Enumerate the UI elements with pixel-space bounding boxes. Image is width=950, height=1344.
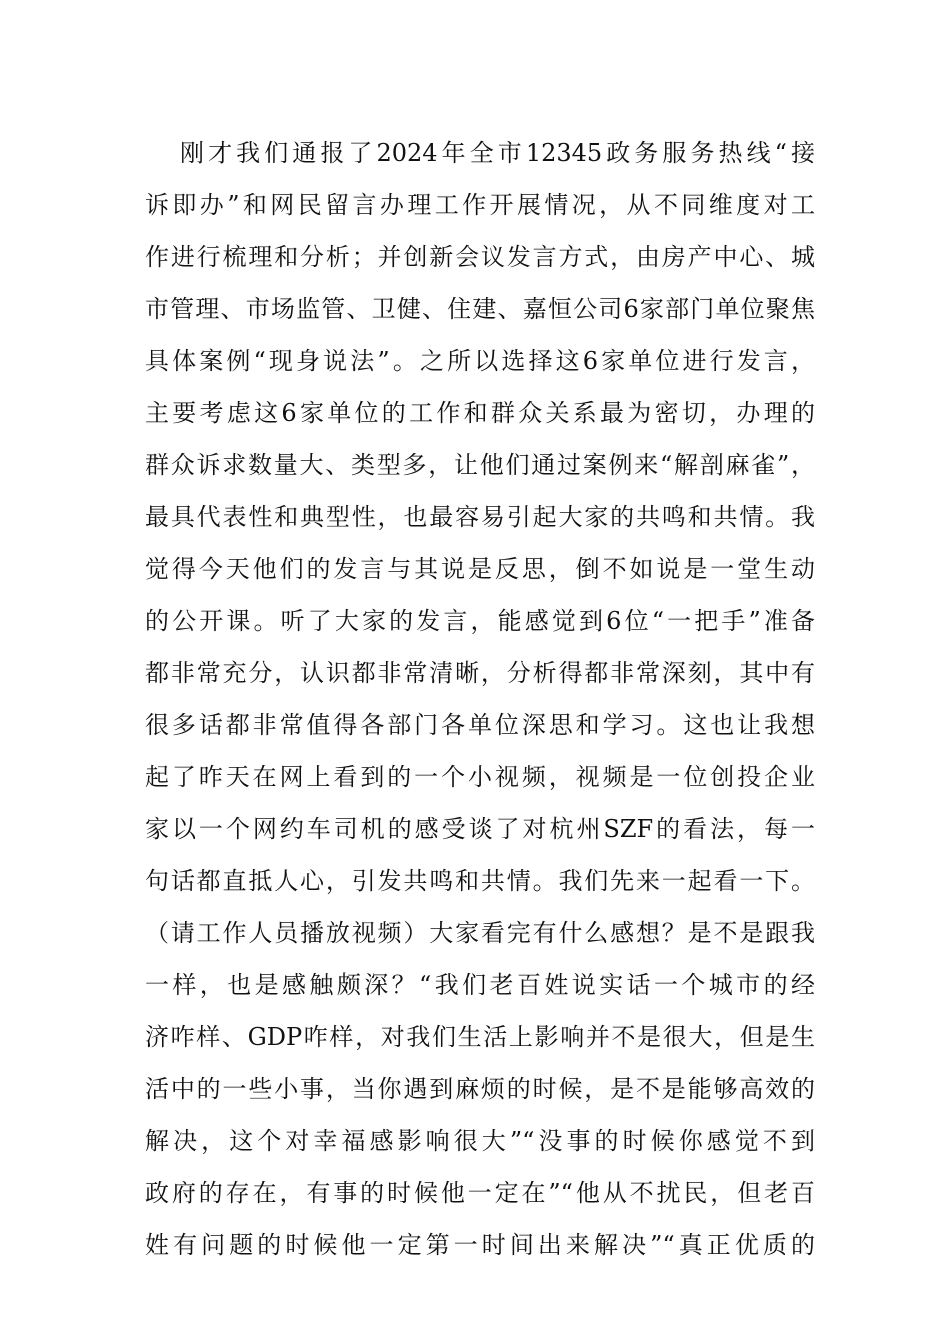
text-line: 政府的存在，有事的时候他一定在”“他从不扰民，但老百 [145, 1179, 815, 1207]
body-paragraph [145, 127, 815, 1271]
text-line: 济咋样、GDP咋样，对我们生活上影响并不是很大，但是生 [145, 1023, 815, 1051]
text-line: 最具代表性和典型性，也最容易引起大家的共鸣和共情。我 [145, 503, 815, 531]
text-line: 诉即办”和网民留言办理工作开展情况，从不同维度对工 [145, 191, 815, 219]
text-line: 起了昨天在网上看到的一个小视频，视频是一位创投企业 [145, 763, 815, 791]
text-line: 姓有问题的时候他一定第一时间出来解决”“真正优质的 [145, 1231, 815, 1259]
text-line: 市管理、市场监管、卫健、住建、嘉恒公司6家部门单位聚焦 [145, 295, 815, 323]
text-line: 解决，这个对幸福感影响很大”“没事的时候你感觉不到 [145, 1127, 815, 1155]
text-line: 活中的一些小事，当你遇到麻烦的时候，是不是能够高效的 [145, 1075, 815, 1103]
text-line: 刚才我们通报了2024年全市12345政务服务热线“接 [180, 139, 815, 167]
text-line: 觉得今天他们的发言与其说是反思，倒不如说是一堂生动 [145, 555, 815, 583]
text-line: 的公开课。听了大家的发言，能感觉到6位“一把手”准备 [145, 607, 815, 635]
text-line: 很多话都非常值得各部门各单位深思和学习。这也让我想 [145, 711, 815, 739]
text-line: 主要考虑这6家单位的工作和群众关系最为密切，办理的 [145, 399, 815, 427]
text-line: 句话都直抵人心，引发共鸣和共情。我们先来一起看一下。 [145, 867, 815, 895]
text-line: 群众诉求数量大、类型多，让他们通过案例来“解剖麻雀”， [145, 451, 815, 479]
text-line: 作进行梳理和分析；并创新会议发言方式，由房产中心、城 [145, 243, 815, 271]
text-line: 具体案例“现身说法”。之所以选择这6家单位进行发言， [145, 347, 815, 375]
text-line: 一样，也是感触颇深？“我们老百姓说实话一个城市的经 [145, 971, 815, 999]
text-line: （请工作人员播放视频）大家看完有什么感想？是不是跟我 [145, 919, 815, 947]
text-line: 都非常充分，认识都非常清晰，分析得都非常深刻，其中有 [145, 659, 815, 687]
text-line: 家以一个网约车司机的感受谈了对杭州SZF的看法，每一 [145, 815, 815, 843]
